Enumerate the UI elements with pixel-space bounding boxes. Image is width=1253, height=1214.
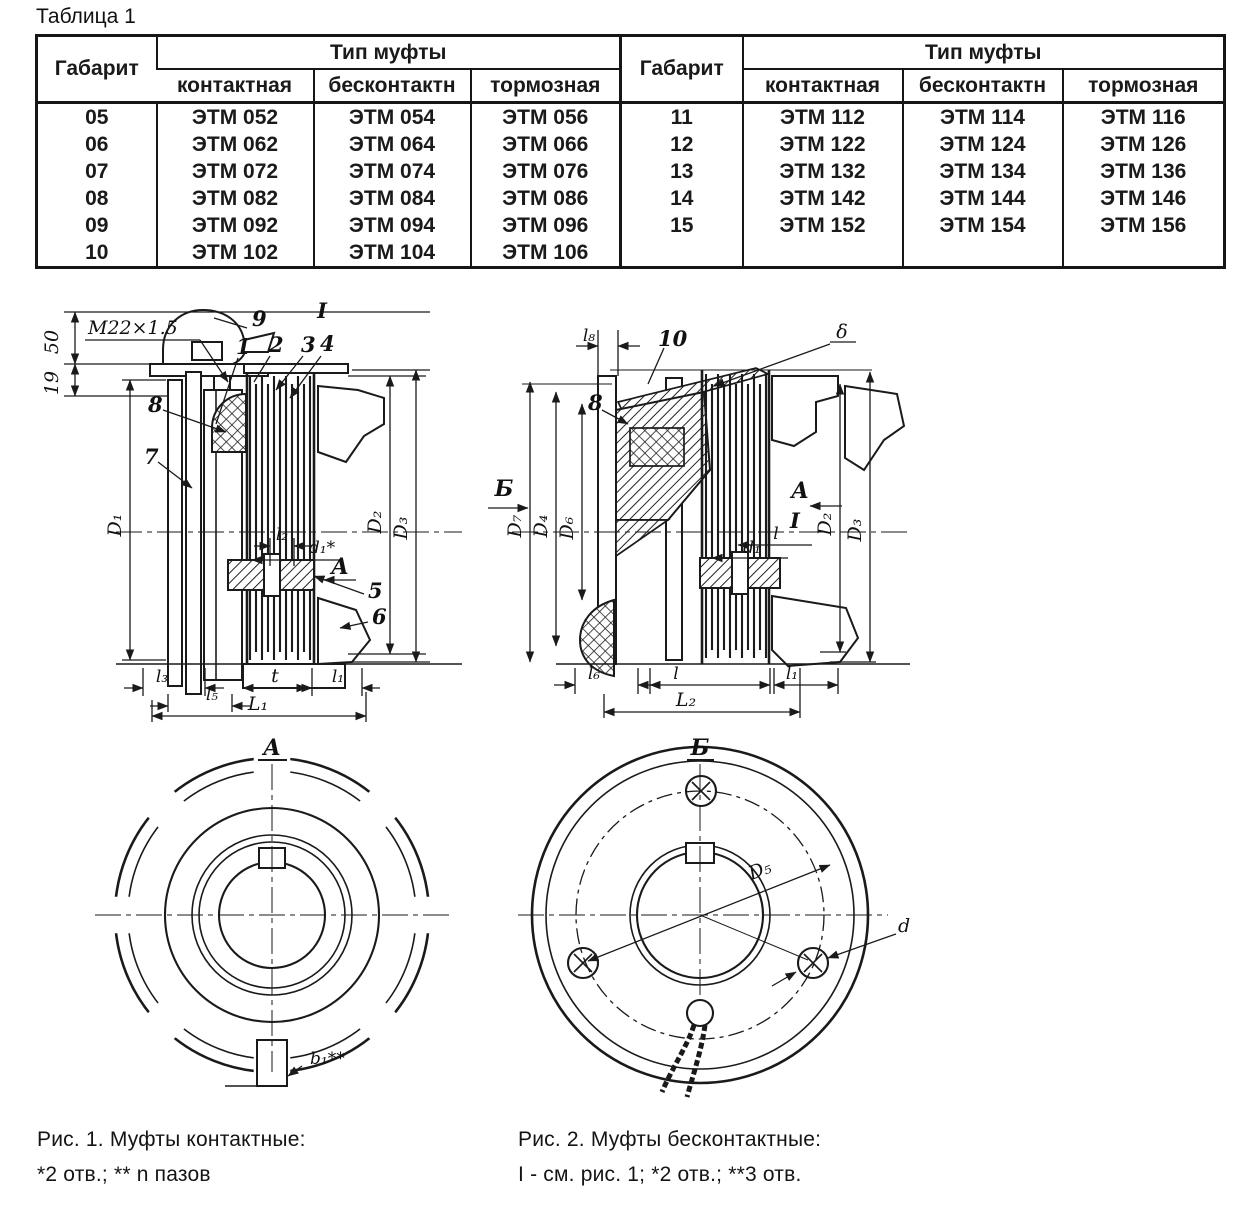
fig1-circle-view-label: A xyxy=(263,735,281,761)
fig2-caption-line1: Рис. 2. Муфты бесконтактные: xyxy=(518,1128,822,1151)
table-cell: 05 xyxy=(85,105,109,129)
fig1-part-9: 9 xyxy=(252,306,267,331)
fig1-dim-d1: d₁* xyxy=(308,538,336,558)
fig2-view-B-arrow-label: Б xyxy=(494,476,514,502)
table-cell: ЭТМ 154 xyxy=(903,212,1063,239)
fig1-part-4: 4 xyxy=(320,331,335,356)
figure2-section-view xyxy=(488,321,910,718)
table-cell: ЭТМ 066 xyxy=(471,131,621,158)
fig1-part-8: 8 xyxy=(148,392,163,417)
fig1-caption-line1: Рис. 1. Муфты контактные: xyxy=(37,1128,306,1151)
fig1-view-A-circle xyxy=(95,735,450,1086)
fig1-dim-D2: D₂ xyxy=(364,510,386,534)
table-cell: ЭТМ 072 xyxy=(157,158,314,185)
table-cell: ЭТМ 122 xyxy=(743,131,903,158)
col-header-tip-mufty-left: Тип муфты xyxy=(157,36,621,70)
subcol-beskontaktn-left: бесконтактн xyxy=(314,69,471,103)
table-cell: ЭТМ 096 xyxy=(471,212,621,239)
fig2-dim-l6: l₆ xyxy=(587,664,601,684)
fig1-caption-line2: *2 отв.; ** n пазов xyxy=(37,1163,211,1186)
table-cell: ЭТМ 086 xyxy=(471,185,621,212)
fig1-dim-L1: L₁ xyxy=(247,693,269,715)
table-cell: 12 xyxy=(621,131,743,158)
table-cell: ЭТМ 134 xyxy=(903,158,1063,185)
technical-drawings xyxy=(0,292,1253,1114)
table-cell: ЭТМ 112 xyxy=(743,103,903,132)
fig1-detail-I-mark: I xyxy=(317,298,327,323)
table-cell: ЭТМ 076 xyxy=(471,158,621,185)
subcol-tormoznaya-right: тормозная xyxy=(1063,69,1225,103)
table-cell xyxy=(1063,239,1225,268)
fig1-dim-l3: l₃ xyxy=(155,667,169,687)
table-cell: ЭТМ 156 xyxy=(1063,212,1225,239)
col-header-gabarit-right: Габарит xyxy=(621,36,743,103)
table-cell: ЭТМ 144 xyxy=(903,185,1063,212)
table-cell: ЭТМ 136 xyxy=(1063,158,1225,185)
table-cell: ЭТМ 084 xyxy=(314,185,471,212)
fig1-dim-D3: D₃ xyxy=(390,516,412,540)
table-cell: ЭТМ 126 xyxy=(1063,131,1225,158)
fig1-dim-D1: D₁ xyxy=(104,513,126,537)
table-row xyxy=(37,185,1225,212)
fig2-part-10: 10 xyxy=(658,326,688,351)
fig1-part-6: 6 xyxy=(372,604,387,629)
fig1-part-3: 3 xyxy=(301,332,316,357)
table-row xyxy=(37,239,1225,268)
fig2-dim-l1: l₁ xyxy=(785,664,799,684)
subcol-beskontaktn-right: бесконтактн xyxy=(903,69,1063,103)
fig2-dim-D6: D₆ xyxy=(556,516,578,540)
table-cell: ЭТМ 146 xyxy=(1063,185,1225,212)
table-cell: ЭТМ 114 xyxy=(903,103,1063,132)
table-cell: ЭТМ 124 xyxy=(903,131,1063,158)
table-cell: ЭТМ 104 xyxy=(314,239,471,268)
subcol-tormoznaya-left: тормозная xyxy=(471,69,621,103)
subcol-kontaktnaya-right: контактная xyxy=(743,69,903,103)
fig1-view-A-arrow-label: A xyxy=(331,554,349,580)
table-cell: ЭТМ 064 xyxy=(314,131,471,158)
fig2-dim-D2: D₂ xyxy=(814,512,836,536)
table-cell: ЭТМ 054 xyxy=(314,103,471,132)
table-cell xyxy=(903,239,1063,268)
table-cell: ЭТМ 132 xyxy=(743,158,903,185)
table-row xyxy=(37,158,1225,185)
fig1-part-2: 2 xyxy=(269,332,284,357)
table-title: Таблица 1 xyxy=(36,5,136,28)
fig2-dim-l8: l₈ xyxy=(582,326,596,346)
table-cell: 07 xyxy=(85,159,109,183)
table-cell: 10 xyxy=(85,240,109,264)
table-cell: 11 xyxy=(621,103,743,132)
fig2-dim-d1: d₁ xyxy=(743,538,761,558)
fig1-dim-19: 19 xyxy=(41,370,63,396)
fig1-part-7: 7 xyxy=(144,444,159,469)
table-row xyxy=(37,212,1225,239)
table-cell xyxy=(743,239,903,268)
col-header-gabarit-left: Габарит xyxy=(54,57,139,80)
table-cell: ЭТМ 152 xyxy=(743,212,903,239)
figure1-section-view xyxy=(41,298,462,722)
fig1-dim-b1: b₁** xyxy=(310,1049,345,1069)
table-cell: ЭТМ 074 xyxy=(314,158,471,185)
fig2-dim-delta: δ xyxy=(836,321,848,343)
table-cell: ЭТМ 052 xyxy=(157,103,314,132)
fig2-dim-D7: D₇ xyxy=(504,514,526,538)
table-cell: 15 xyxy=(621,212,743,239)
fig2-dim-L2: L₂ xyxy=(675,689,697,711)
fig2-dim-d: d xyxy=(898,915,911,937)
fig1-dim-l5: l₅ xyxy=(205,685,219,705)
fig1-thread-label: М22×1.5 xyxy=(88,317,178,339)
fig1-part-5: 5 xyxy=(368,578,383,603)
table-cell xyxy=(621,239,743,268)
fig2-view-A-arrow-label: A xyxy=(791,478,809,504)
col-header-tip-mufty-right: Тип муфты xyxy=(743,36,1225,70)
fig1-dim-l2: l₂ xyxy=(275,525,289,545)
table-cell: ЭТМ 116 xyxy=(1063,103,1225,132)
fig2-dim-D4: D₄ xyxy=(530,514,552,538)
table-cell: ЭТМ 142 xyxy=(743,185,903,212)
table-row xyxy=(37,131,1225,158)
table-cell: ЭТМ 094 xyxy=(314,212,471,239)
table-cell: ЭТМ 082 xyxy=(157,185,314,212)
fig1-part-1: 1 xyxy=(236,334,251,359)
table-cell: ЭТМ 056 xyxy=(471,103,621,132)
fig1-dim-l1: l₁ xyxy=(331,667,345,687)
table-cell: 13 xyxy=(621,158,743,185)
table-cell: 06 xyxy=(85,132,109,156)
table-cell: ЭТМ 092 xyxy=(157,212,314,239)
table-row xyxy=(37,103,1225,132)
table-cell: ЭТМ 102 xyxy=(157,239,314,268)
fig2-dim-D3: D₃ xyxy=(844,518,866,542)
fig2-view-B-circle xyxy=(518,735,910,1097)
fig2-detail-I-mark: I xyxy=(790,508,800,533)
table-cell: ЭТМ 062 xyxy=(157,131,314,158)
fig2-dim-l-bottom: l xyxy=(673,664,679,684)
fig1-dim-t: t xyxy=(271,665,279,687)
fig2-part-8: 8 xyxy=(588,390,603,415)
fig2-dim-l: l xyxy=(773,524,779,544)
couplings-table-wrapper xyxy=(35,34,1226,269)
fig1-geometry xyxy=(116,310,462,694)
table-cell: 09 xyxy=(85,213,109,237)
table-cell: 08 xyxy=(85,186,109,210)
fig2-circle-view-label: Б xyxy=(690,735,710,761)
table-cell: ЭТМ 106 xyxy=(471,239,621,268)
couplings-table xyxy=(35,34,1226,269)
fig2-caption-line2: I - см. рис. 1; *2 отв.; **3 отв. xyxy=(518,1163,802,1186)
fig2-bolt-holes xyxy=(568,776,828,978)
fig2-dim-D5: D₅ xyxy=(745,856,775,885)
subcol-kontaktnaya-left: контактная xyxy=(157,69,314,103)
fig1-dim-50: 50 xyxy=(41,329,63,355)
table-cell: 14 xyxy=(621,185,743,212)
